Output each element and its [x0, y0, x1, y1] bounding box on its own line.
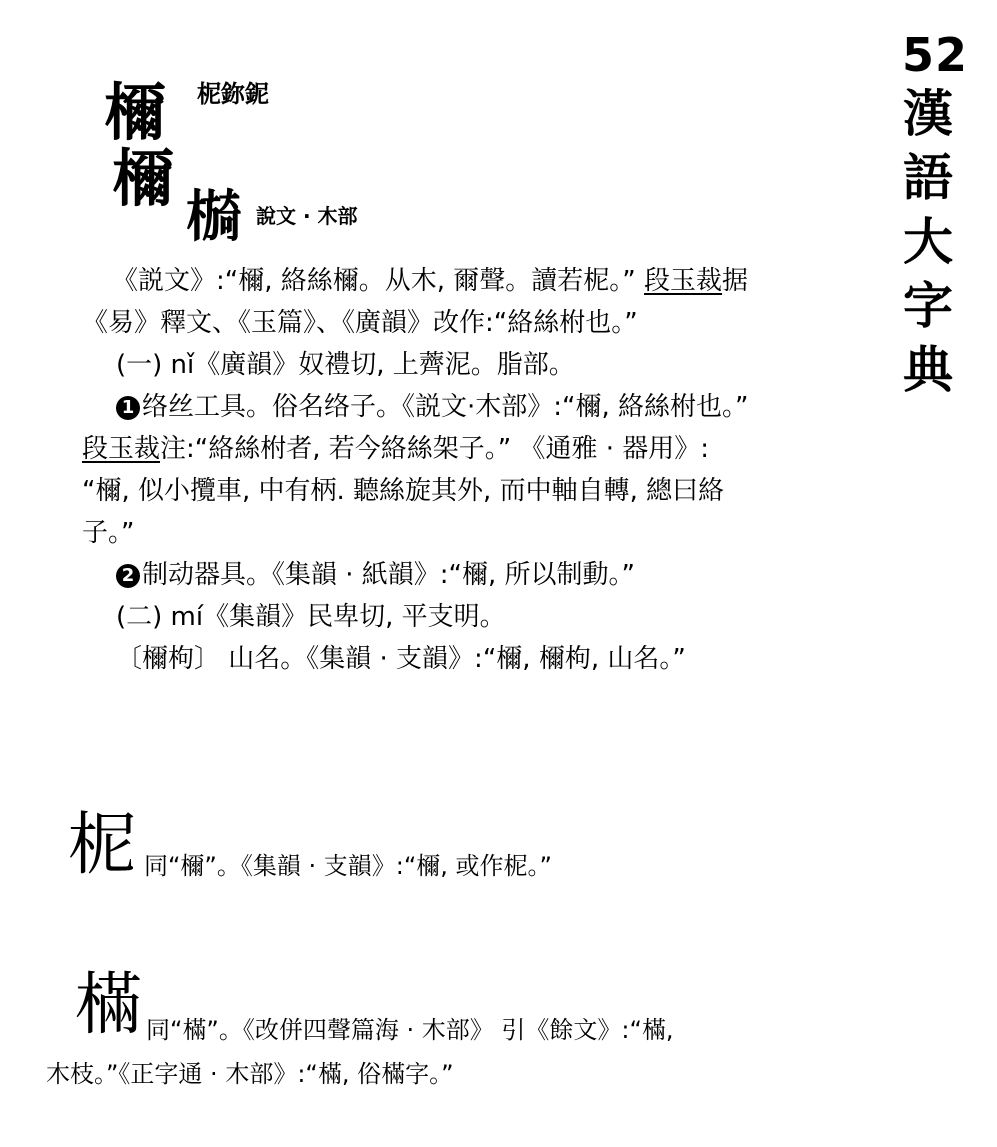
book-title-char: 字: [903, 277, 953, 335]
line-text: 注:“絡絲柎者, 若今絡絲架子。” 《通雅 · 器用》:: [160, 434, 710, 464]
sense-number-icon: 2: [116, 564, 140, 588]
entry-2-text: 同“檷”。《集韻 · 支韻》:“檷, 或作柅。”: [144, 852, 552, 880]
sense-number-icon: 1: [116, 396, 140, 420]
variant-forms: 柅鉨鈮: [197, 80, 269, 108]
sense-1: [116, 390, 749, 424]
page-number: 52: [902, 28, 969, 82]
compound-entry: 〔檷枸〕 山名。《集韻 · 支韻》:“檷, 檷枸, 山名。”: [116, 644, 686, 674]
book-title-char: 大: [903, 213, 953, 271]
seal-script-char: 𣚂: [186, 185, 242, 250]
line-text: 络丝工具。俗名络子。《説文·木部》:“檷, 絡絲柎也。”: [142, 392, 749, 422]
headword-2: 柅: [68, 806, 137, 885]
pronunciation-line: (二) mí《集韻》民卑切, 平支明。: [116, 602, 506, 632]
headword-traditional: 檷: [112, 142, 175, 215]
entry-line: 子。”: [82, 518, 135, 548]
entry-line: “檷, 似小攬車, 中有柄. 聽絲旋其外, 而中軸自轉, 總曰絡: [82, 476, 725, 506]
person-name: 段玉裁: [82, 434, 161, 464]
entry-3-line-2: 木枝。”《正字通 · 木部》:“樠, 俗樠字。”: [46, 1060, 454, 1088]
line-text: 制动器具。《集韻 · 紙韻》:“檷, 所以制動。”: [142, 560, 636, 590]
entry-line: [82, 432, 709, 466]
line-text: 据: [722, 266, 749, 296]
book-title: [898, 82, 958, 402]
entry-line: 《易》釋文、《玉篇》、《廣韻》改作:“絡絲柎也。”: [82, 308, 638, 338]
book-title-char: 語: [903, 149, 953, 207]
person-name: 段玉裁: [644, 266, 723, 296]
book-title-char: 典: [903, 341, 953, 399]
seal-source: 說文 · 木部: [256, 204, 358, 228]
entry-line: [112, 264, 748, 298]
pronunciation-line: (一) nǐ《廣韻》奴禮切, 上薺泥。脂部。: [116, 350, 575, 380]
headword-3: 樠: [74, 966, 143, 1045]
line-text: 《説文》:“檷, 絡絲檷。从木, 爾聲。讀若柅。”: [112, 266, 645, 296]
sense-2: [116, 558, 635, 592]
headword-modern: 檷: [104, 76, 167, 149]
entry-3-line-1: 同“樠”。《改併四聲篇海 · 木部》 引《餘文》:“樠,: [146, 1016, 674, 1044]
book-title-char: 漢: [903, 85, 953, 143]
